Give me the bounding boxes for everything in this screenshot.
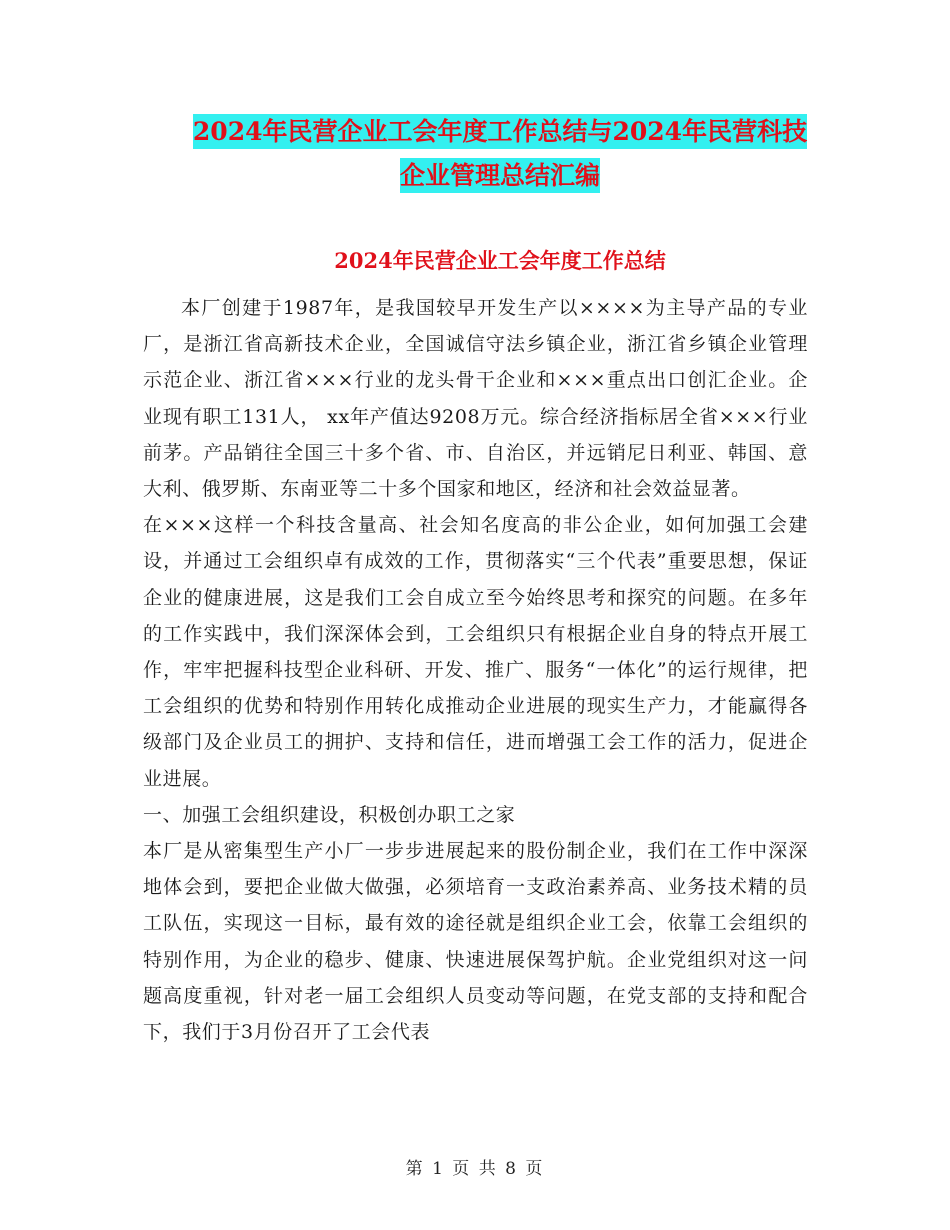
paragraph-section-1: 本厂是从密集型生产小厂一步步进展起来的股份制企业，我们在工作中深深地体会到，要把企业做大做强，必须培育一支政治素养高、业务技术精的员工队伍，实现这一目标，最有效的途径就是组织企业工会，依靠工会组织的特别作用，为企业的稳步、健康、快速进展保驾护航。企业党组织对这一问题高度重视，针对老一届工会组织人员变动等问题，在党支部的支持和配合下，我们于3月份召开了工会代表 — [143, 840, 808, 1044]
section-title: 2024年民营企业工会年度工作总结 — [334, 248, 666, 273]
main-title-text-2: 企业管理总结汇编 — [400, 158, 600, 193]
paragraph-question: 在×××这样一个科技含量高、社会知名度高的非公企业，如何加强工会建设，并通过工会组织卓有成效的工作，贯彻落实“三个代表”重要思想，保证企业的健康进展，这是我们工会自成立至今始终思考和探究的问题。在多年的工作实践中，我们深深体会到，工会组织只有根据企业自身的特点开展工作，牢牢把握科技型企业科研、开发、推广、服务“一体化”的运行规律，把工会组织的优势和特别作用转化成推动企业进展的现实生产力，才能赢得各级部门及企业员工的拥护、支持和信任，进而增强工会工作的活力，促进企业进展。 — [143, 514, 808, 790]
paragraph-intro: 本厂创建于1987年，是我国较早开发生产以××××为主导产品的专业厂，是浙江省高新技术企业，全国诚信守法乡镇企业，浙江省乡镇企业管理示范企业、浙江省×××行业的龙头骨干企业和×××重点出口创汇企业。企业现有职工131人， xx年产值达9208万元。综合经济指标居全省×××行业前茅。产品销往全国三十多个省、市、自治区，并远销尼日利亚、韩国、意大利、俄罗斯、东南亚等二十多个国家和地区，经济和社会效益显著。 — [143, 297, 808, 501]
page-footer: 第 1 页 共 8 页 — [405, 1159, 545, 1179]
section-heading-1: 一、加强工会组织建设，积极创办职工之家 — [143, 803, 516, 826]
document-body — [143, 290, 808, 1050]
main-title-line-1 — [140, 110, 860, 154]
main-title-text-1: 2024年民营企业工会年度工作总结与2024年民营科技 — [193, 114, 807, 149]
main-title-line-2 — [140, 154, 860, 198]
